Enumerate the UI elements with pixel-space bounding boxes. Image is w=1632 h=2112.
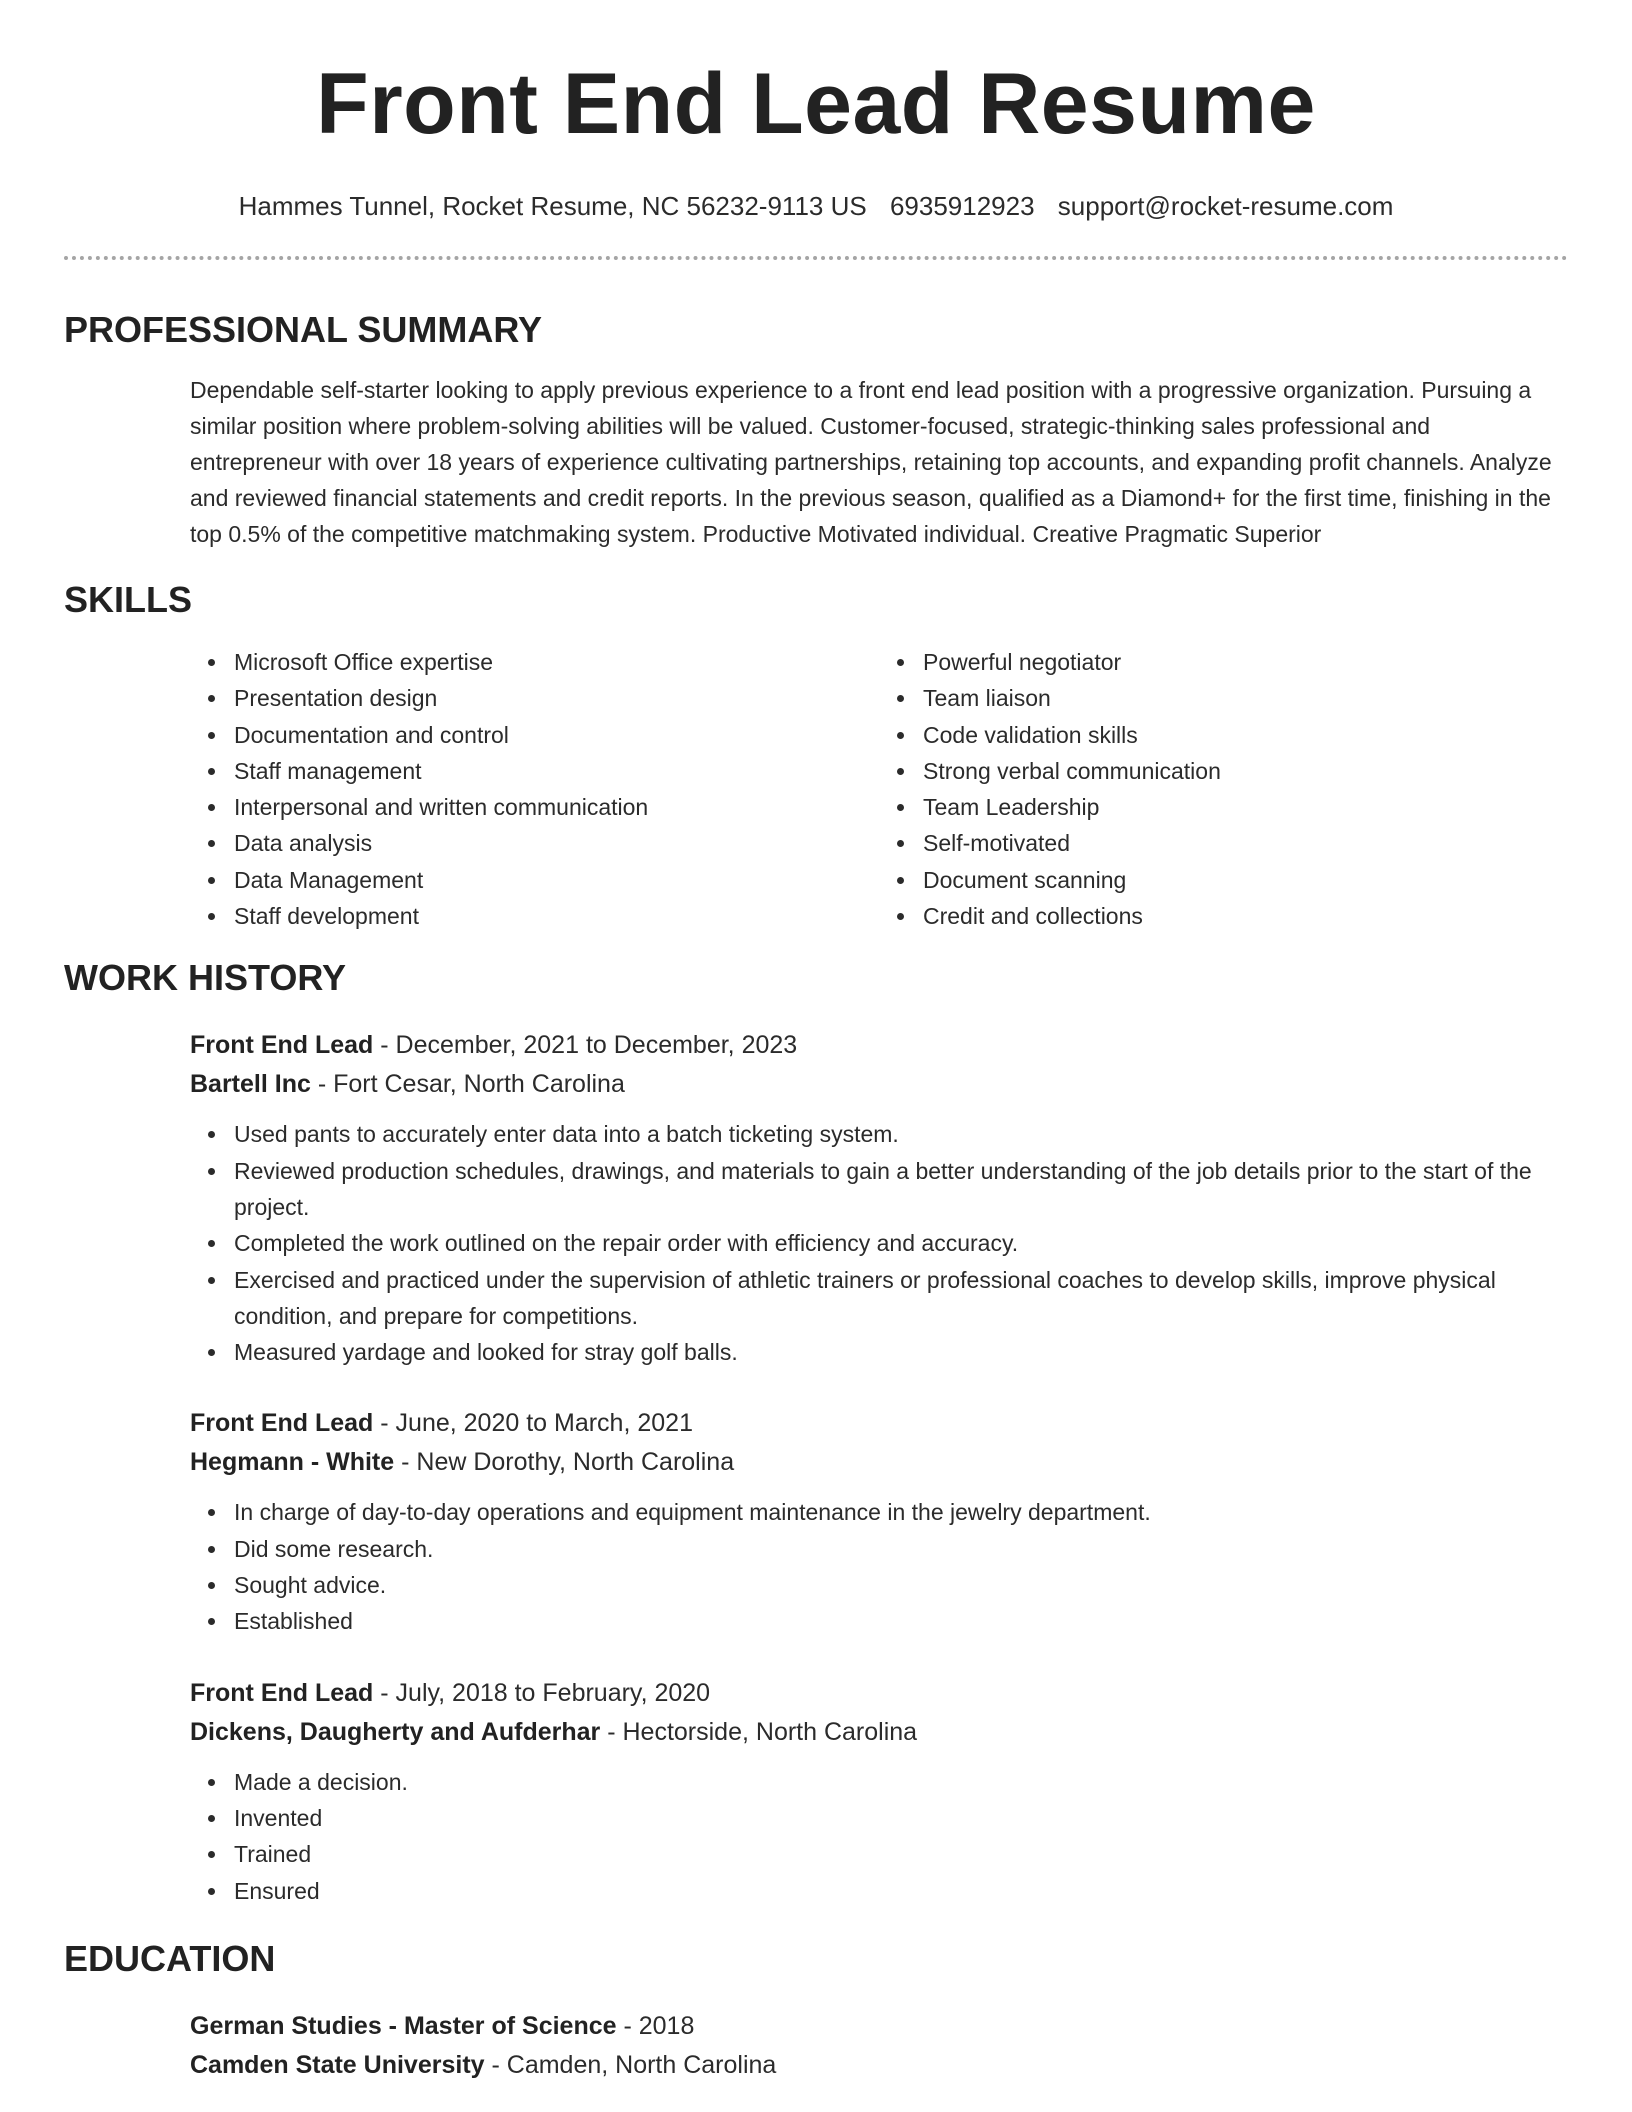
job-duty: Exercised and practiced under the supervision of athletic trainers or professional coaches to develop skills, improve physical condition, and prepare for competitions.	[234, 1262, 1568, 1335]
skill-item: Document scanning	[923, 862, 1568, 898]
job-company: Hegmann - White	[190, 1448, 395, 1477]
job-role-line	[190, 1404, 1568, 1443]
job-role: Front End Lead	[190, 1409, 374, 1438]
education-year: - 2018	[616, 2011, 695, 2040]
skill-item: Strong verbal communication	[923, 753, 1568, 789]
contact-address: Hammes Tunnel, Rocket Resume, NC 56232-9113 US	[238, 191, 867, 221]
job-location: - Fort Cesar, North Carolina	[310, 1070, 625, 1099]
skill-item: Presentation design	[234, 680, 879, 716]
job-role: Front End Lead	[190, 1678, 374, 1707]
skill-item: Team liaison	[923, 680, 1568, 716]
job-duty: Did some research.	[234, 1531, 1568, 1567]
skill-item: Team Leadership	[923, 789, 1568, 825]
job-company-line	[190, 1713, 1568, 1752]
job-role-line	[190, 1026, 1568, 1065]
education-degree-line	[190, 2007, 1568, 2046]
job-company-line	[190, 1443, 1568, 1482]
header-divider	[64, 256, 1568, 260]
education-school: Camden State University	[190, 2050, 485, 2079]
job-entry	[190, 1026, 1568, 1370]
contact-phone: 6935912923	[889, 191, 1035, 221]
education-degree: German Studies - Master of Science	[190, 2011, 617, 2040]
work-history-heading: WORK HISTORY	[64, 957, 347, 999]
job-duty: Sought advice.	[234, 1567, 1568, 1603]
skill-item: Interpersonal and written communication	[234, 789, 879, 825]
summary-text: Dependable self-starter looking to apply previous experience to a front end lead position with a progressive organization. Pursuing a similar position where problem-solving abilities will be valued. Customer-focused, strategic-thinking sales professional and entrepreneur with over 18 years of experience cultivating partnerships, retaining top accounts, and expanding profit channels. Analyze and reviewed financial statements and credit reports. In the previous season, qualified as a Diamond+ for the first time, finishing in the top 0.5% of the competitive matchmaking system. Productive Motivated individual. Creative Pragmatic Superior	[190, 377, 1552, 547]
job-dates: - June, 2020 to March, 2021	[373, 1409, 693, 1438]
skill-item: Data Management	[234, 862, 879, 898]
skill-item: Staff development	[234, 898, 879, 934]
job-duty: Ensured	[234, 1873, 1568, 1909]
job-dates: - July, 2018 to February, 2020	[373, 1678, 711, 1707]
job-company: Dickens, Daugherty and Aufderhar	[190, 1717, 601, 1746]
education-school-line	[190, 2046, 1568, 2085]
summary-section	[190, 372, 1568, 552]
skills-column-left	[190, 644, 879, 934]
skill-item: Credit and collections	[923, 898, 1568, 934]
job-role-line	[190, 1674, 1568, 1713]
job-duty: Used pants to accurately enter data into a batch ticketing system.	[234, 1116, 1568, 1152]
summary-heading: PROFESSIONAL SUMMARY	[64, 309, 543, 350]
job-role: Front End Lead	[190, 1031, 374, 1060]
job-duty: Made a decision.	[234, 1764, 1568, 1800]
skill-item: Powerful negotiator	[923, 644, 1568, 680]
education-entry	[190, 2007, 1568, 2085]
job-entry	[190, 1404, 1568, 1639]
skill-item: Microsoft Office expertise	[234, 644, 879, 680]
job-duty: Reviewed production schedules, drawings, and materials to gain a better understanding of the job details prior to the start of the project.	[234, 1153, 1568, 1226]
skill-item: Self-motivated	[923, 825, 1568, 861]
job-duties	[190, 1764, 1568, 1909]
resume-title: Front End Lead Resume	[316, 56, 1316, 152]
contact-email: support@rocket-resume.com	[1057, 191, 1394, 221]
skills-section	[190, 644, 1568, 934]
job-location: - New Dorothy, North Carolina	[394, 1448, 735, 1477]
job-entry	[190, 1674, 1568, 1909]
job-duties	[190, 1116, 1568, 1370]
job-duty: Established	[234, 1603, 1568, 1639]
education-heading: EDUCATION	[64, 1937, 276, 1979]
job-duty: In charge of day-to-day operations and equipment maintenance in the jewelry department.	[234, 1494, 1568, 1530]
job-duties	[190, 1494, 1568, 1639]
job-location: - Hectorside, North Carolina	[600, 1717, 918, 1746]
job-duty: Completed the work outlined on the repair order with efficiency and accuracy.	[234, 1225, 1568, 1261]
skill-item: Code validation skills	[923, 717, 1568, 753]
skill-item: Staff management	[234, 753, 879, 789]
job-dates: - December, 2021 to December, 2023	[373, 1031, 798, 1060]
skills-heading: SKILLS	[64, 579, 193, 620]
contact-info	[64, 190, 1568, 222]
job-company: Bartell Inc	[190, 1070, 311, 1099]
job-duty: Trained	[234, 1836, 1568, 1872]
skill-item: Data analysis	[234, 825, 879, 861]
job-duty: Invented	[234, 1800, 1568, 1836]
skill-item: Documentation and control	[234, 717, 879, 753]
education-location: - Camden, North Carolina	[484, 2050, 777, 2079]
job-duty: Measured yardage and looked for stray golf balls.	[234, 1334, 1568, 1370]
job-company-line	[190, 1065, 1568, 1104]
skills-column-right	[879, 644, 1568, 934]
